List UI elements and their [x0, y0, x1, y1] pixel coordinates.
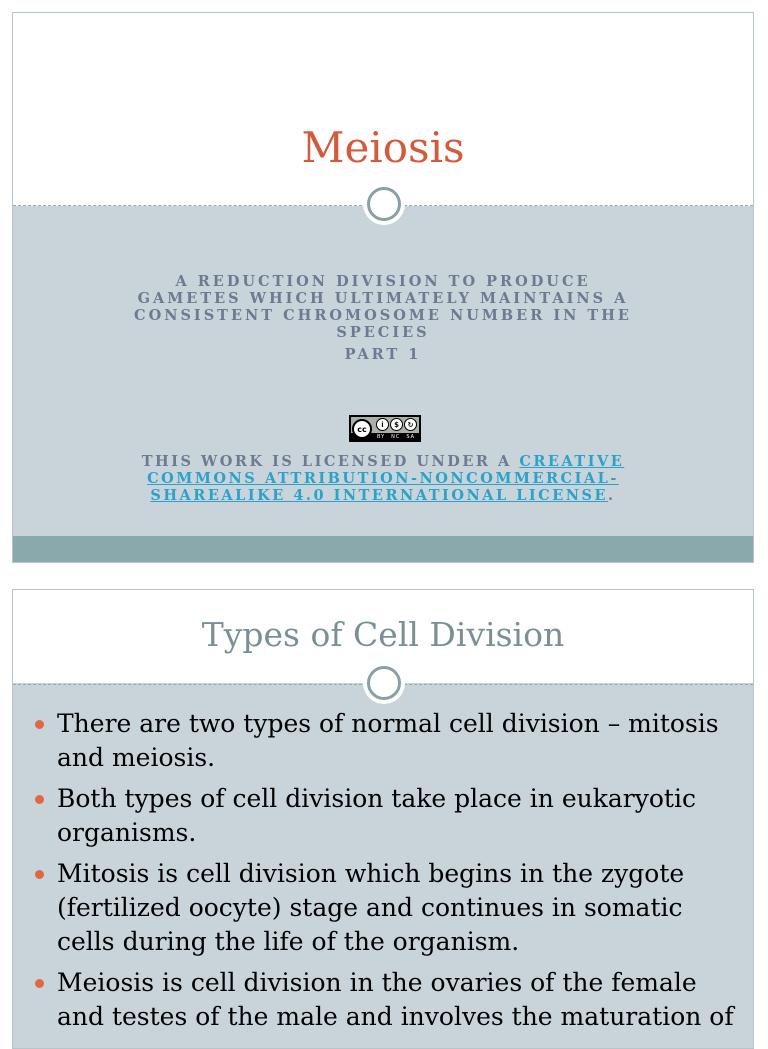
license-suffix: . — [608, 487, 616, 504]
license-link[interactable]: CREATIVE COMMONS ATTRIBUTION-NONCOMMERCIAL-SHAREALIKE 4.0 INTERNATIONAL LICENSE — [147, 453, 625, 504]
bullet-item: Both types of cell division take place in eukaryotic organisms. — [35, 782, 737, 850]
bullet-item: Meiosis is cell division in the ovaries of the female and testes of the male and involves the maturation of — [35, 966, 737, 1034]
bullet-item: Mitosis is cell division which begins in the zygote (fertilized oocyte) stage and continues in somatic cells during the life of the organism. — [35, 857, 737, 959]
subtitle-text: A REDUCTION DIVISION TO PRODUCE GAMETES WHICH ULTIMATELY MAINTAINS A CONSISTENT CHROMOSOME NUMBER IN THE SPECIES — [134, 273, 632, 341]
noncommercial-icon: $ — [390, 418, 403, 431]
badge-label-by: BY — [376, 434, 386, 440]
title-area — [13, 13, 753, 206]
slide-types-of-cell-division — [12, 589, 754, 1049]
part-label: PART 1 — [344, 346, 422, 363]
subtitle-block — [123, 273, 643, 363]
badge-label-sa: SA — [406, 434, 416, 440]
badge-label-nc: NC — [391, 434, 401, 440]
creative-commons-badge-icon[interactable] — [349, 415, 421, 442]
cc-logo-icon: cc — [352, 419, 372, 439]
ring-ornament-icon — [363, 183, 405, 225]
license-prefix: THIS WORK IS LICENSED UNDER A — [141, 453, 520, 470]
footer-band — [13, 536, 753, 563]
slide-meiosis-title — [12, 12, 754, 563]
badge-labels — [374, 434, 418, 440]
bullet-list — [35, 707, 737, 1041]
slide-title: Meiosis — [301, 123, 465, 172]
license-notice — [113, 453, 653, 504]
ring-ornament-icon — [363, 662, 405, 704]
attribution-icon: i — [376, 418, 389, 431]
sharealike-icon: ↻ — [404, 418, 417, 431]
bullet-item: There are two types of normal cell division – mitosis and meiosis. — [35, 707, 737, 775]
slide-title: Types of Cell Division — [201, 615, 565, 654]
